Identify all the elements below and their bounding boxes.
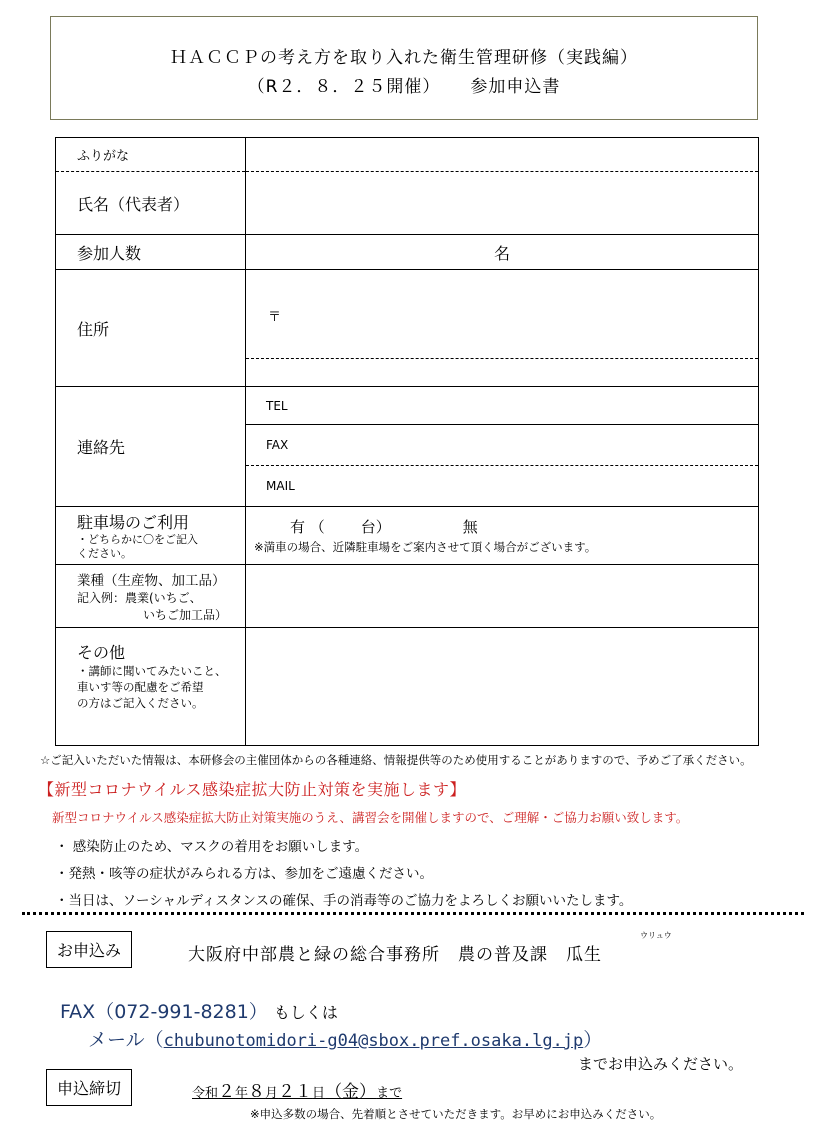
form-subtitle: [51, 72, 757, 97]
privacy-notice: ☆ご記入いただいた情報は、本研修会の主催団体からの各種連絡、情報提供等のため使用することがありますので、予めご了承ください。: [40, 753, 752, 767]
industry-example-2: いちご加工品）: [143, 608, 228, 622]
other-note-2: 車いす等の配慮をご希望: [77, 680, 204, 694]
furigana-label: ふりがな: [77, 149, 130, 164]
name-ruby: ウリュウ: [640, 931, 672, 940]
name-label: 氏名（代表者）: [77, 194, 190, 214]
parking-note-1: ・どちらかに〇をご記入: [77, 533, 198, 546]
participants-field[interactable]: [246, 235, 759, 270]
deadline-suffix: まで: [376, 1086, 403, 1101]
postal-mark: 〒: [268, 310, 282, 325]
furigana-field[interactable]: [246, 138, 759, 172]
deadline-note: ※申込多数の場合、先着順とさせていただきます。お早めにお申込みください。: [250, 1107, 662, 1121]
tel-label: TEL: [266, 398, 288, 413]
industry-label: 業種（生産物、加工品）: [77, 573, 226, 589]
deadline-year: ２: [218, 1082, 236, 1102]
parking-note-2: ください。: [77, 547, 132, 560]
other-note-3: の方はご記入ください。: [77, 696, 204, 710]
participants-unit: 名: [493, 243, 510, 263]
address-field[interactable]: [246, 270, 759, 387]
form-name: 参加申込書: [470, 77, 561, 97]
parking-field[interactable]: [246, 507, 759, 565]
covid-subtitle: 新型コロナウイルス感染症拡大防止対策実施のうえ、講習会を開催しますので、ご理解・ご協力お願い致します。: [52, 810, 689, 825]
parking-units: 台）: [360, 518, 391, 536]
fax-field[interactable]: [246, 425, 758, 466]
deadline-month-unit: 月: [265, 1086, 279, 1101]
application-form-table: [55, 137, 759, 746]
covid-bullet: ・発熱・咳等の症状がみられる方は、参加をご遠慮ください。: [55, 866, 433, 882]
parking-warning: ※満車の場合、近隣駐車場をご案内させて頂く場合がございます。: [254, 540, 597, 554]
deadline-weekday: （金）: [325, 1082, 377, 1102]
office-name: 大阪府中部農と緑の総合事務所 農の普及課 瓜生: [188, 945, 602, 965]
fax-label: FAX: [266, 437, 289, 452]
apply-label: お申込み: [46, 931, 132, 968]
mail-label: MAIL: [266, 478, 295, 493]
section-divider: [22, 912, 804, 915]
fax-number: FAX（072-991-8281）: [60, 1001, 268, 1023]
deadline-day: ２１: [278, 1082, 313, 1102]
deadline-era: 令和: [192, 1086, 219, 1101]
form-title-box: [50, 16, 758, 120]
covid-bullet: ・ 感染防止のため、マスクの着用をお願いします。: [55, 839, 369, 855]
covid-title: 【新型コロナウイルス感染症拡大防止対策を実施します】: [38, 780, 467, 799]
parking-no[interactable]: 無: [462, 518, 478, 536]
parking-yes[interactable]: 有 （: [290, 518, 325, 536]
event-date: （R２．８．２５開催）: [247, 77, 441, 97]
deadline-day-unit: 日: [312, 1086, 326, 1101]
industry-example-1: 記入例：農業(いちご、: [77, 591, 202, 605]
address-label: 住所: [77, 319, 110, 339]
mail-address-link[interactable]: chubunotomidori-g04@sbox.pref.osaka.lg.jp: [163, 1031, 584, 1051]
contact-label: 連絡先: [77, 438, 126, 457]
deadline-year-unit: 年: [235, 1086, 249, 1101]
tel-field[interactable]: [246, 388, 758, 425]
participants-label: 参加人数: [77, 243, 142, 263]
mail-close: ）: [583, 1029, 603, 1051]
deadline-month: ８: [248, 1082, 266, 1102]
covid-bullet: ・当日は、ソーシャルディスタンスの確保、手の消毒等のご協力をよろしくお願いいたします。: [55, 893, 633, 909]
other-note-1: ・講師に聞いてみたいこと、: [77, 664, 227, 678]
deadline-date: [192, 1077, 402, 1102]
other-field[interactable]: [246, 628, 759, 746]
fax-line: [60, 997, 338, 1024]
fax-tail: もしくは: [273, 1003, 338, 1022]
form-title: ＨＡＣＣＰの考え方を取り入れた衛生管理研修（実践編）: [170, 48, 638, 68]
mail-label-text: メール（: [88, 1029, 164, 1051]
parking-label: 駐車場のご利用: [77, 513, 190, 532]
other-label: その他: [77, 643, 126, 662]
name-field[interactable]: [246, 172, 759, 235]
apply-until: までお申込みください。: [578, 1055, 744, 1073]
deadline-label: 申込締切: [46, 1069, 132, 1106]
mail-line: [88, 1025, 602, 1052]
industry-field[interactable]: [246, 565, 759, 628]
mail-field[interactable]: [246, 466, 758, 506]
